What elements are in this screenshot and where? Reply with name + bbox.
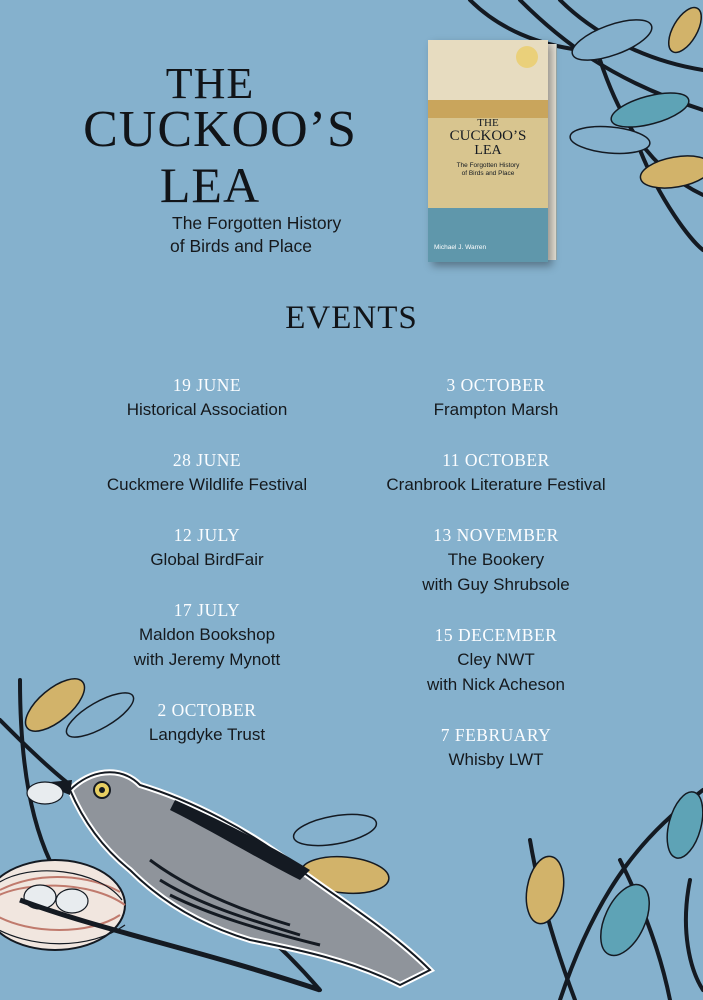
event-item	[346, 723, 646, 772]
event-venue: Cranbrook Literature Festival	[386, 475, 606, 494]
title-line-2: CUCKOO’S	[83, 101, 357, 158]
event-date: 19 JUNE	[172, 375, 242, 395]
event-date: 7 FEBRUARY	[440, 725, 552, 745]
event-date: 15 DECEMBER	[434, 625, 558, 645]
book-cover-title: THE CUCKOO’S LEA	[449, 117, 527, 158]
nest-illustration	[0, 860, 125, 950]
event-date: 28 JUNE	[172, 450, 242, 470]
event-item	[346, 448, 646, 497]
title-line-3: LEA	[159, 157, 261, 213]
subtitle-line-2: of Birds and Place	[170, 236, 313, 256]
event-date: 12 JULY	[173, 525, 241, 545]
event-item	[57, 598, 357, 672]
event-venue-guest: with Guy Shrubsole	[422, 575, 570, 594]
event-date: 11 OCTOBER	[442, 450, 550, 470]
event-venue-guest: with Nick Acheson	[427, 675, 565, 694]
leaf-shapes-top	[567, 2, 703, 193]
event-venue: Frampton Marsh	[433, 400, 559, 419]
subtitle-line-1: The Forgotten History	[172, 213, 342, 233]
title-line-1: THE	[165, 59, 255, 108]
event-venue: Historical Association	[126, 400, 288, 419]
event-item	[57, 373, 357, 422]
event-venue-guest: with Jeremy Mynott	[133, 650, 281, 669]
event-item	[57, 698, 357, 747]
event-item	[346, 523, 646, 597]
event-item	[346, 623, 646, 697]
event-venue: Global BirdFair	[150, 550, 264, 569]
event-date: 17 JULY	[173, 600, 241, 620]
event-venue: Whisby LWT	[448, 750, 544, 769]
events-heading: EVENTS	[285, 300, 418, 336]
event-venue: Cley NWT	[457, 650, 535, 669]
event-item	[346, 373, 646, 422]
book-cover-image	[428, 40, 552, 262]
leaf-shapes-bottom-right	[521, 788, 703, 963]
event-date: 13 NOVEMBER	[433, 525, 559, 545]
event-venue: Cuckmere Wildlife Festival	[106, 475, 308, 494]
event-item	[57, 448, 357, 497]
book-cover-subtitle: The Forgotten History of Birds and Place	[456, 162, 520, 177]
event-date: 3 OCTOBER	[446, 375, 546, 395]
event-venue: Langdyke Trust	[148, 725, 266, 744]
book-cover-author: Michael J. Warren	[434, 244, 487, 251]
event-venue: Maldon Bookshop	[138, 625, 276, 644]
event-date: 2 OCTOBER	[157, 700, 257, 720]
event-venue: The Bookery	[447, 550, 545, 569]
event-item	[57, 523, 357, 572]
